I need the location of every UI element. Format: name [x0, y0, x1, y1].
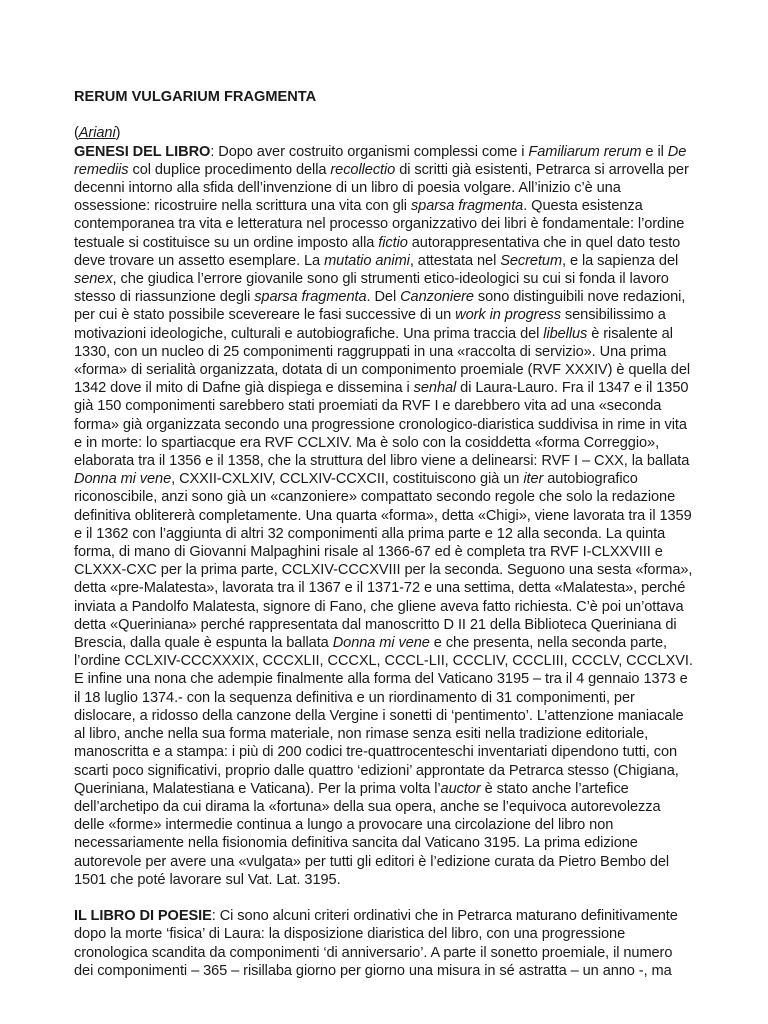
text-run: è risalente al 1330, con un nucleo di 25 componimenti raggruppati in una «raccolta di servizio». Una prima «forma» di serialità organizzata, dotata di un componimento proemiale (RVF XXXIV) è quella del 1342 dove il mito di Dafne già dispiega e dissemina i — [74, 325, 691, 397]
italic-run: libellus — [543, 325, 588, 342]
italic-run: Familiarum rerum — [528, 143, 642, 160]
text-run: , attestata nel — [409, 252, 501, 269]
text-run: sensibilissimo a motivazioni ideologiche, culturali e autobiografiche. Una prima traccia del — [74, 307, 666, 342]
text-run: autorappresentativa che in quel dato testo deve trovare un assetto esemplare. La — [74, 234, 681, 269]
text-run: . Questa esistenza contemporanea tra vita e letteratura nel processo organizzativo dei libri è fondamentale: l’ordine testuale si costituisce su un ordine imposto alla — [74, 198, 685, 251]
source-close: ) — [115, 125, 121, 142]
italic-run: work in progress — [455, 307, 561, 324]
text-run: , che giudica l’errore giovanile sono gli strumenti etico-ideologici su cui si fonda il lavoro stesso di riassunzione degli — [74, 271, 669, 306]
italic-run: sparsa fragmenta — [410, 198, 524, 215]
document-title: RERUM VULGARIUM FRAGMENTA — [74, 89, 317, 105]
italic-run: sparsa fragmenta — [254, 289, 367, 306]
italic-run: senhal — [413, 380, 457, 397]
source-link: Ariani — [78, 125, 116, 142]
text-run: col duplice procedimento della — [128, 161, 331, 178]
italic-run: Secretum — [500, 252, 563, 269]
italic-run: De remediis — [74, 143, 687, 178]
text-run: : Ci sono alcuni criteri ordinativi che in Petrarca maturano definitivamente dopo la morte ‘fisica’ di Laura: la disposizione diaristica del libro, con una progressione cronologica scandita da componimenti ‘di anniversario’. A parte il sonetto proemiale, il numero dei componimenti – 365 – risillaba giorno per giorno una misura in sé astratta – un anno -, ma — [74, 908, 678, 979]
paragraph-libro-di-poesie — [74, 907, 694, 980]
text-run: autobiografico riconoscibile, anzi sono già un «canzoniere» compattato secondo regole che solo la redazione definitiva oblitererà completamente. Una quarta «forma», detta «Chigi», viene lavorata tra il 1359 e il 1362 con l’aggiunta di altri 32 componimenti alla prima parte e 12 alla seconda. La quinta forma, di mano di Giovanni Malpaghini risale al 1366-67 ed è completa tra RVF I-CLXXVIII e CLXXX-CXC per la prima parte, CCLXIV-CCCXVIII per la seconda. Seguono una sesta «forma», detta «pre-Malatesta», lavorata tra il 1367 e il 1371-72 e una settima, detta «Malatesta», perché inviata a Pandolfo Malatesta, signore di Fano, che gliene aveva fatto richiesta. C’è poi un’ottava detta «Queriniana» perché rappresentata dal manoscritto D II 21 della Biblioteca Queriniana di Brescia, dalla quale è espunta la ballata — [74, 471, 693, 652]
italic-run: fictio — [378, 234, 408, 251]
italic-run: iter — [523, 471, 544, 488]
paragraph-gap — [74, 889, 694, 907]
text-run: è stato anche l’artefice dell’archetipo da cui dirama la «fortuna» della sua opera, anche se l’equivoca autorevolezza delle «forme» intermedie continua a lungo a provocare una circolazione del libro non necessariamente nella fisionomia definitiva sancita dal Vaticano 3195. La prima edizione autorevole per avere una «vulgata» per tutti gli editori è l’edizione curata da Pietro Bembo del 1501 che poté lavorare sul Vat. Lat. 3195. — [74, 780, 670, 888]
source-open: ( — [74, 125, 79, 142]
text-run: , CXXII-CXLXIV, CCLXIV-CCXCII, costituiscono già un — [171, 471, 524, 488]
paragraph-genesi — [74, 124, 694, 889]
text-run: di Laura-Lauro. Fra il 1347 e il 1350 già 150 componimenti sarebbero stati proemiati da RVF I e darebbero vita ad una «seconda forma» già organizzata secondo una progressione cronologico-diaristica suddivisa in rime in vita e in morte: lo spartiacque era RVF CCLXIV. Ma è solo con la cosiddetta «forma Correggio», elaborata tra il 1356 e il 1358, che la struttura del libro viene a delinearsi: RVF I – CXX, la ballata — [74, 380, 690, 470]
italic-run: senex — [74, 271, 113, 288]
text-run: e che presenta, nella seconda parte, l’ordine CCLXIV-CCCXXXIX, CCCXLII, CCCXL, CCCL-LII, CCCLIV, CCCLIII, CCCLV, CCCLXVI. E infine una nona che adempie finalmente alla forma del Vaticano 3195 – tra il 4 gennaio 1373 e il 18 luglio 1374.- con la sequenza definitiva e un riordinamento di 31 componimenti, per dislocare, a ridosso della canzone della Vergine i sonetti di ‘pentimento’. L’attenzione maniacale al libro, anche nella sua forma materiale, non rimase senza esiti nella tradizione editoriale, manoscritta e a stampa: i più di 200 codici tre-quattrocenteschi inventariati dipendono tutti, con scarti poco significativi, proprio dalle quattro ‘edizioni’ approntate da Petrarca stesso (Chigiana, Queriniana, Malatestiana e Vaticana). Per la prima volta l’ — [74, 635, 693, 797]
italic-run: auctor — [440, 780, 481, 797]
text-run: sono distinguibili nove redazioni, per cui è stato possibile scevereare le fasi successive di un — [74, 289, 686, 324]
italic-run: Donna mi vene — [332, 635, 430, 652]
section-heading-libro-di-poesie: IL LIBRO DI POESIE — [74, 908, 212, 925]
text-run: , e la sapienza del — [562, 252, 679, 269]
text-run: . Del — [366, 289, 401, 306]
italic-run: Canzoniere — [400, 289, 474, 306]
italic-run: Donna mi vene — [74, 471, 172, 488]
text-run: : Dopo aver costruito organismi complessi come i — [210, 143, 529, 160]
italic-run: recollectio — [330, 161, 396, 178]
section-heading-genesi: GENESI DEL LIBRO — [74, 143, 211, 160]
text-run: di scritti già esistenti, Petrarca si arrovella per decenni intorno alla sfida dell’invenzione di un libro di poesia volgare. All’inizio c’è una ossessione: ricostruire nella scrittura una vita con gli — [74, 161, 689, 215]
italic-run: mutatio animi — [324, 252, 410, 269]
text-run: e il — [641, 143, 668, 160]
